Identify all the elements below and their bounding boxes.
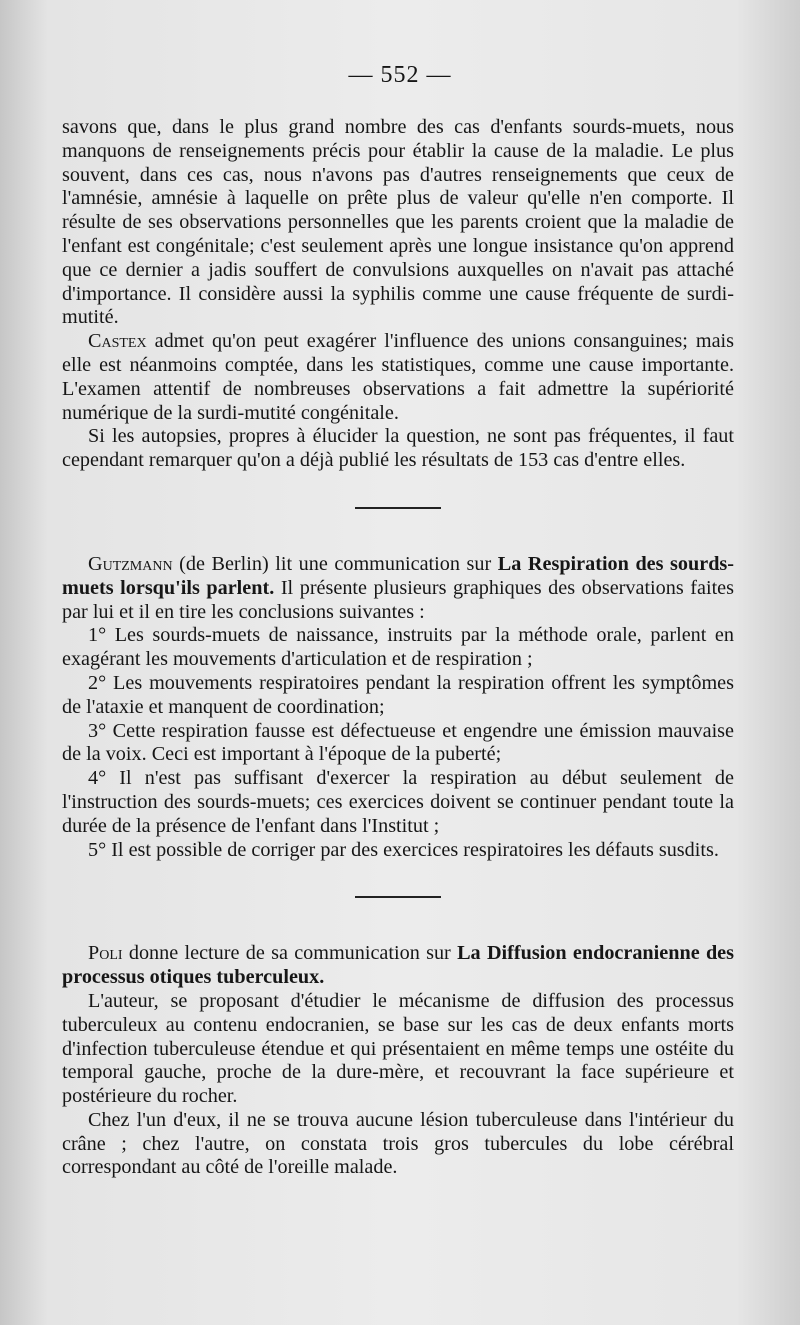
paragraph-poli <box>62 942 734 990</box>
conclusion-item: 2° Les mouvements respiratoires pendant la respiration offrent les symptômes de l'ataxie et manquent de coordination; <box>62 671 734 718</box>
paragraph-castex-text: admet qu'on peut exagérer l'influence des unions consanguines; mais elle est néanmoins comptée, dans les statistiques, comme une cause importante. L'examen attentif de nombreuses observations a fait admettre la supériorité numérique de la surdi-mutité congénitale. <box>62 330 734 424</box>
paragraph-autopsies: Si les autopsies, propres à élucider la question, ne sont pas fréquentes, il faut cependant remarquer qu'on a déjà publié les résultats de 153 cas d'entre elles. <box>62 425 734 472</box>
paragraph-castex <box>62 330 734 425</box>
paragraph-gutzmann <box>62 553 734 624</box>
poli-title: La Diffusion endocranienne des processus otiques tuberculeux. <box>62 942 734 989</box>
section-divider <box>355 507 441 509</box>
paragraph-1: savons que, dans le plus grand nombre des cas d'enfants sourds-muets, nous manquons de renseignements précis pour établir la cause de la maladie. Le plus souvent, dans ces cas, nous n'avons pas d'autres renseignements que ceux de l'amnésie, amnésie à laquelle on prête plus de valeur qu'elle n'en comporte. Il résulte de ses observations personnelles que les parents croient que la maladie de l'enfant est congénitale; c'est seulement après une longue insistance qu'on apprend que ce dernier a jadis souffert de convulsions auxquelles on n'avait pas attaché d'importance. Il considère aussi la syphilis comme une cause fréquente de surdi-mutité. <box>62 116 734 329</box>
poli-intro: donne lecture de sa communication sur <box>122 942 458 965</box>
paragraph-poli-2: L'auteur, se proposant d'étudier le mécanisme de diffusion des processus tuberculeux au contenu endocranien, se base sur les cas de deux enfants morts d'infection tuberculeuse étendue et qui présentaient en même temps une ostéite du temporal gauche, proche de la dure-mère, et recouvrant la face supérieure et postérieure du rocher. <box>62 989 734 1108</box>
author-poli: Poli <box>88 942 123 965</box>
conclusion-item: 5° Il est possible de corriger par des exercices respiratoires les défauts susdits. <box>88 838 719 861</box>
section-divider <box>355 896 441 898</box>
conclusion-item: 3° Cette respiration fausse est défectueuse et engendre une émission mauvaise de la voix. Ceci est important à l'époque de la puberté; <box>62 719 734 766</box>
author-castex: Castex <box>88 330 147 353</box>
page-body <box>62 116 734 1180</box>
gutzmann-title: La Respiration des sourds-muets lorsqu'ils parlent. <box>62 552 735 599</box>
page-number: — 552 — <box>348 62 452 88</box>
gutzmann-intro: (de Berlin) lit une communication sur <box>172 552 498 575</box>
paragraph-poli-3: Chez l'un d'eux, il ne se trouva aucune lésion tuberculeuse dans l'intérieur du crâne ; chez l'autre, on constata trois gros tubercules du lobe cérébral correspondant au côté de l'oreille malade. <box>62 1108 734 1179</box>
gutzmann-intro-rest: Il présente plusieurs graphiques des observations faites par lui et il en tire les conclusions suivantes : <box>62 576 734 623</box>
conclusion-item: 1° Les sourds-muets de naissance, instruits par la méthode orale, parlent en exagérant les mouvements d'articulation et de respiration ; <box>62 624 734 671</box>
author-gutzmann: Gutzmann <box>88 552 173 575</box>
conclusion-item: 4° Il n'est pas suffisant d'exercer la respiration au début seulement de l'instruction des sourds-muets; ces exercices doivent se continuer pendant toute la durée de la présence de l'enfant dans l'Institut ; <box>62 767 734 837</box>
